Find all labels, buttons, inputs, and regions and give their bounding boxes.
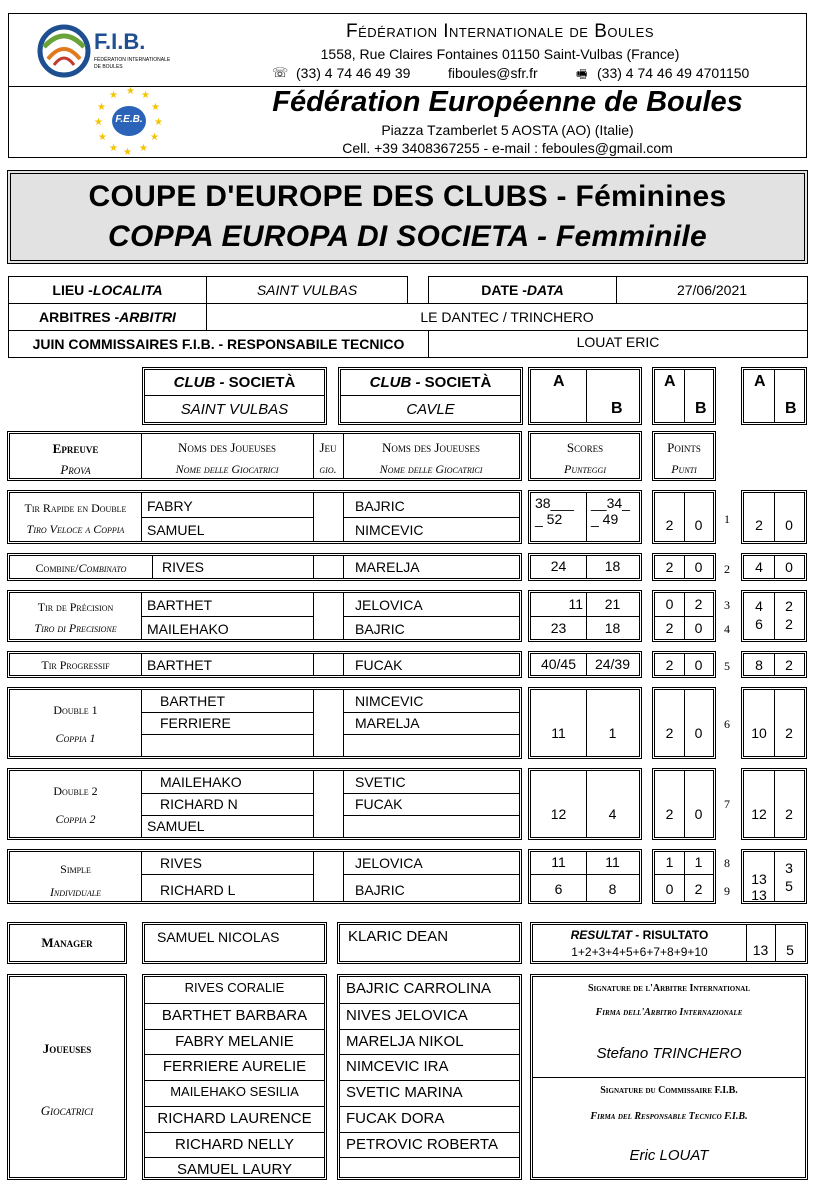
score-a: 40/45 <box>540 656 577 672</box>
totals-simple <box>741 849 807 904</box>
svg-text:★: ★ <box>150 132 159 143</box>
ab-header-scores <box>528 367 642 425</box>
player-list-item <box>340 1029 519 1055</box>
total-a: 10 <box>751 725 767 741</box>
header-punti: Punti <box>671 462 697 476</box>
player-list-name: FERRIERE AURELIE <box>162 1058 307 1076</box>
title-line2: COPPA EUROPA DI SOCIETA - Femminile <box>108 220 707 253</box>
result-label: RESULTAT - RISULTATO <box>570 928 709 942</box>
match-number: 2 <box>724 562 730 576</box>
event-double2-it: Coppia 2 <box>55 812 96 826</box>
totals-progressif <box>741 651 807 678</box>
event-combine-label: Combine/Combinato <box>35 561 127 575</box>
total-b: 2 <box>785 806 793 822</box>
score-b2: 18 <box>604 620 621 636</box>
date-label: DATE - DATA <box>428 276 617 304</box>
event-progressif <box>7 651 522 678</box>
match-number: 5 <box>724 659 730 673</box>
ab-a-scores: A <box>553 373 565 390</box>
player-list-item <box>145 1029 324 1055</box>
score-b: 1 <box>608 725 617 741</box>
players-a-list <box>142 974 327 1180</box>
feb-contact: Cell. +39 3408367255 - e-mail : feboules@gmail.com <box>342 140 673 156</box>
total-b1: 3 <box>785 860 793 876</box>
fib-logo-text: F.I.B. <box>94 29 146 54</box>
header-nome-a: Nome delle Giocatrici <box>175 462 279 476</box>
event-double1-fr: Double 1 <box>53 703 98 717</box>
ab-b-totals: B <box>785 400 797 417</box>
event-tir-rapide-it: Tiro Veloce a Coppia <box>26 522 125 536</box>
points-b2: 0 <box>694 620 703 636</box>
total-a: 12 <box>751 806 767 822</box>
player-b2: BAJRIC <box>355 882 405 898</box>
player-list-name: BAJRIC CARROLINA <box>346 980 492 997</box>
club-a-box <box>142 367 327 425</box>
result-box <box>530 922 808 964</box>
club-a-name: SAINT VULBAS <box>180 401 289 418</box>
player-b2: MARELJA <box>355 715 420 731</box>
player-list-item <box>145 1157 324 1183</box>
player-b2: NIMCEVIC <box>355 522 424 538</box>
score-a: 12 <box>550 806 567 822</box>
match-number: 9 <box>724 884 730 898</box>
svg-text:★: ★ <box>98 132 107 143</box>
score-a2: 23 <box>550 620 567 636</box>
header-nome-b: Nome delle Giocatrici <box>379 462 483 476</box>
totals-combine <box>741 553 807 581</box>
score-a: 24 <box>550 558 567 574</box>
sig-arbitre-name: Stefano TRINCHERO <box>596 1045 742 1062</box>
manager-a-box <box>142 922 327 964</box>
player-b1: NIMCEVIC <box>355 693 424 709</box>
points-a1: 0 <box>665 596 674 612</box>
header-points: Points <box>667 440 701 455</box>
club-b-box <box>338 367 523 425</box>
score-progressif <box>528 651 642 678</box>
score-b1: 21 <box>604 596 621 612</box>
points-b1: 1 <box>694 854 703 870</box>
feb-logo-text: F.E.B. <box>115 114 143 125</box>
player-list-item <box>145 1054 324 1080</box>
player-list-name: MARELJA NIKOL <box>346 1032 464 1050</box>
sig-arbitre-fr: Signature de l'Arbitre International <box>587 983 751 994</box>
total-b2: 2 <box>785 616 793 632</box>
header-scores: Scores <box>566 440 604 455</box>
points-double1 <box>652 687 716 759</box>
col-header-box <box>7 431 522 481</box>
player-a: BARTHET <box>147 657 213 673</box>
total-a: 4 <box>755 559 763 575</box>
event-double2 <box>7 768 522 840</box>
svg-text:★: ★ <box>151 102 160 113</box>
feb-logo <box>93 86 165 156</box>
points-a: 2 <box>665 806 674 822</box>
points-b: 0 <box>694 806 703 822</box>
score-b1: 11 <box>605 854 620 870</box>
score-b2: 8 <box>608 881 617 897</box>
svg-text:★: ★ <box>154 117 163 128</box>
player-a1: FABRY <box>147 498 193 514</box>
player-a2: SAMUEL <box>147 522 205 538</box>
player-b: MARELJA <box>355 559 420 575</box>
match-number: 4 <box>724 622 730 636</box>
player-list-name: RIVES CORALIE <box>184 980 285 995</box>
points-simple <box>652 849 716 904</box>
header-noms-b: Noms des Joueuses <box>382 440 480 455</box>
feb-name: Fédération Européenne de Boules <box>272 86 743 118</box>
points-b: 0 <box>694 657 703 673</box>
event-tir-rapide-fr: Tir Rapide en Double <box>24 501 127 515</box>
points-b: 0 <box>694 559 703 575</box>
fib-logo-sub1: FÉDÉRATION INTERNATIONALE <box>94 57 171 63</box>
player-b1: JELOVICA <box>355 597 423 613</box>
col-header-points <box>652 431 716 481</box>
match-number: 6 <box>724 717 730 731</box>
player-a2: FERRIERE <box>160 715 231 731</box>
event-double1-it: Coppia 1 <box>55 731 96 745</box>
player-b2: BAJRIC <box>355 621 405 637</box>
event-precision-fr: Tir de Précision <box>37 600 114 614</box>
fib-name: Fédération Internationale de Boules <box>345 21 654 42</box>
title-line1: COUPE D'EUROPE DES CLUBS - Féminines <box>88 180 727 213</box>
event-precision-it: Tiro di Precisione <box>34 621 117 635</box>
fax-icon: 🖷 <box>576 67 588 81</box>
total-a: 8 <box>755 657 763 673</box>
phone-icon: ☏ <box>272 65 289 80</box>
score-precision <box>528 590 642 642</box>
sig-commissaire-it: Firma del Responsable Tecnico F.I.B. <box>590 1111 748 1122</box>
fib-address: 1558, Rue Claires Fontaines 01150 Saint-Vulbas (France) <box>320 46 680 62</box>
points-double2 <box>652 768 716 840</box>
total-b: 0 <box>785 559 793 575</box>
score-double1 <box>528 687 642 759</box>
player-list-name: MAILEHAKO SESILIA <box>170 1084 299 1099</box>
manager-label: Manager <box>41 935 93 950</box>
player-list-name: NIMCEVIC IRA <box>346 1058 449 1076</box>
points-b: 0 <box>694 517 703 533</box>
total-a1: 13 <box>751 871 767 887</box>
score-tir-rapide <box>528 490 642 544</box>
score-a2: _ 52 <box>535 511 563 527</box>
club-b-name: CAVLE <box>406 401 455 418</box>
title-box <box>7 170 808 264</box>
points-a: 2 <box>665 725 674 741</box>
score-b: 18 <box>604 558 621 574</box>
ab-header-points <box>652 367 716 425</box>
total-a: 2 <box>755 517 763 533</box>
club-b-label: CLUB - SOCIETÀ <box>341 370 520 396</box>
points-b2: 2 <box>694 881 703 897</box>
player-a1: BARTHET <box>160 693 226 709</box>
score-a: 11 <box>551 725 566 741</box>
score-a1: 11 <box>551 854 566 870</box>
score-a1: 11 <box>568 596 583 612</box>
players-label-fr: Joueuses <box>42 1041 92 1056</box>
header-noms-a: Noms des Joueuses <box>178 440 276 455</box>
sig-arbitre-it: Firma dell'Arbitro Internazionale <box>595 1007 743 1018</box>
score-b: 4 <box>608 806 617 822</box>
total-b: 2 <box>785 725 793 741</box>
event-combine <box>7 553 522 581</box>
ab-header-totals <box>741 367 807 425</box>
commissaire-value: LOUAT ERIC <box>428 330 808 358</box>
player-list-name: FABRY MELANIE <box>175 1032 294 1050</box>
header-gio: gio. <box>319 462 337 476</box>
player-list-item <box>145 1106 324 1132</box>
player-a3: SAMUEL <box>147 818 205 834</box>
score-b: 24/39 <box>594 656 631 672</box>
arbitres-value: LE DANTEC / TRINCHERO <box>206 303 808 331</box>
manager-a: SAMUEL NICOLAS <box>157 929 280 945</box>
players-label-it: Giocatrici <box>40 1103 94 1118</box>
total-b2: 5 <box>785 878 793 894</box>
totals-precision <box>741 590 807 642</box>
commissaire-label: JUIN COMMISSAIRES F.I.B. - RESPONSABILE TECNICO <box>8 330 429 358</box>
ab-a-totals: A <box>754 373 766 390</box>
player-a2: RICHARD N <box>160 796 238 812</box>
player-b2: FUCAK <box>355 796 403 812</box>
player-list-name: SAMUEL LAURY <box>176 1161 293 1179</box>
fib-logo-sub2: DE BOULES <box>94 64 123 70</box>
event-tir-rapide <box>7 490 522 544</box>
match-number: 3 <box>724 598 730 612</box>
manager-label-box <box>7 922 127 964</box>
sig-commissaire-fr: Signature du Commissaire F.I.B. <box>600 1085 738 1096</box>
player-list-name: PETROVIC ROBERTA <box>346 1135 498 1153</box>
total-a2: 6 <box>755 616 763 632</box>
player-list-item <box>340 1106 519 1132</box>
header-jeu: Jeu <box>319 440 337 455</box>
player-list-name: BARTHET BARBARA <box>161 1006 308 1024</box>
points-a: 2 <box>665 517 674 533</box>
col-header-scores <box>528 431 642 481</box>
fib-logo <box>36 19 186 81</box>
player-list-name: FUCAK DORA <box>346 1109 445 1127</box>
points-precision <box>652 590 716 642</box>
ab-b-points: B <box>695 400 707 417</box>
player-list-name: SVETIC MARINA <box>346 1084 463 1101</box>
fib-phone: (33) 4 74 46 49 39 <box>296 65 411 81</box>
event-simple <box>7 849 522 904</box>
manager-b: KLARIC DEAN <box>348 928 449 945</box>
match-number: 1 <box>724 512 730 526</box>
score-combine <box>528 553 642 581</box>
lieu-label: LIEU - LOCALITA <box>8 276 207 304</box>
player-list-item <box>145 977 324 1003</box>
total-b: 2 <box>785 657 793 673</box>
event-progressif-fr: Tir Progressif <box>41 658 110 672</box>
player-list-item <box>340 1003 519 1029</box>
player-b1: JELOVICA <box>355 855 423 871</box>
player-b1: SVETIC <box>355 774 406 790</box>
player-a1: RIVES <box>160 855 203 871</box>
points-a2: 0 <box>665 881 674 897</box>
points-a2: 2 <box>665 620 674 636</box>
player-a2: RICHARD L <box>160 882 236 898</box>
svg-text:★: ★ <box>97 102 106 113</box>
score-a2: 6 <box>554 881 563 897</box>
manager-b-box <box>337 922 522 964</box>
club-a-label: CLUB - SOCIETÀ <box>145 370 324 396</box>
player-a: RIVES <box>162 559 205 575</box>
totals-double1 <box>741 687 807 759</box>
points-a: 2 <box>665 657 674 673</box>
event-simple-it: Individuale <box>49 885 102 899</box>
player-list-item <box>340 1054 519 1080</box>
fib-contact-row <box>272 65 772 83</box>
totals-tir-rapide <box>741 490 807 544</box>
event-simple-fr: Simple <box>60 862 91 876</box>
score-b2: _ 49 <box>591 511 619 527</box>
player-b1: BAJRIC <box>355 498 405 514</box>
player-list-name: RICHARD NELLY <box>175 1135 294 1153</box>
player-list-item <box>340 1157 519 1183</box>
player-b: FUCAK <box>355 657 403 673</box>
player-list-item <box>340 1080 519 1106</box>
score-double2 <box>528 768 642 840</box>
header-epreuve: Epreuve <box>52 441 99 456</box>
players-label-box <box>7 974 127 1180</box>
lieu-value: SAINT VULBAS <box>206 276 408 304</box>
match-number: 7 <box>724 797 730 811</box>
event-double2-fr: Double 2 <box>53 784 98 798</box>
fib-email[interactable]: fiboules@sfr.fr <box>448 65 538 81</box>
total-b1: 2 <box>785 598 793 614</box>
points-a: 2 <box>665 559 674 575</box>
header-punteggi: Punteggi <box>564 462 606 476</box>
points-tir-rapide <box>652 490 716 544</box>
svg-text:★: ★ <box>123 147 132 156</box>
fib-fax: (33) 4 74 46 49 4701150 <box>597 65 750 81</box>
player-a1: MAILEHAKO <box>160 774 242 790</box>
points-combine <box>652 553 716 581</box>
fib-logo-icon <box>36 19 92 81</box>
svg-text:★: ★ <box>139 143 148 154</box>
player-list-item <box>145 1080 324 1106</box>
result-b: 5 <box>786 942 794 958</box>
points-a1: 1 <box>665 854 674 870</box>
result-formula: 1+2+3+4+5+6+7+8+9+10 <box>571 945 708 959</box>
sig-commissaire-name: Eric LOUAT <box>629 1147 709 1164</box>
players-b-list <box>337 974 522 1180</box>
points-b: 0 <box>694 725 703 741</box>
signature-box <box>530 974 808 1180</box>
player-a1: BARTHET <box>147 597 213 613</box>
totals-double2 <box>741 768 807 840</box>
date-value: 27/06/2021 <box>616 276 808 304</box>
points-b1: 2 <box>694 596 703 612</box>
player-list-item <box>145 1003 324 1029</box>
total-a2: 13 <box>751 887 767 903</box>
player-list-name: RICHARD LAURENCE <box>157 1109 312 1127</box>
player-list-item <box>145 1132 324 1158</box>
total-a1: 4 <box>755 598 763 614</box>
ab-a-points: A <box>664 373 676 390</box>
arbitres-label: ARBITRES - ARBITRI <box>8 303 207 331</box>
svg-text:★: ★ <box>109 90 118 101</box>
event-precision <box>7 590 522 642</box>
header-prova: Prova <box>60 462 91 477</box>
feb-address: Piazza Tzamberlet 5 AOSTA (AO) (Italie) <box>381 122 634 138</box>
points-progressif <box>652 651 716 678</box>
player-list-name: NIVES JELOVICA <box>346 1006 468 1024</box>
match-number: 8 <box>724 856 730 870</box>
total-b: 0 <box>785 517 793 533</box>
score-simple <box>528 849 642 904</box>
ab-b-scores: B <box>611 400 623 417</box>
result-a: 13 <box>752 942 769 958</box>
player-list-item <box>340 1132 519 1158</box>
svg-text:★: ★ <box>94 117 103 128</box>
svg-text:★: ★ <box>141 90 150 101</box>
player-list-item <box>340 977 519 1003</box>
svg-text:★: ★ <box>126 86 135 97</box>
player-a2: MAILEHAKO <box>147 621 229 637</box>
event-double1 <box>7 687 522 759</box>
svg-text:★: ★ <box>109 143 118 154</box>
score-b1: __34_ <box>591 495 630 511</box>
score-a1: 38___ <box>535 495 574 511</box>
